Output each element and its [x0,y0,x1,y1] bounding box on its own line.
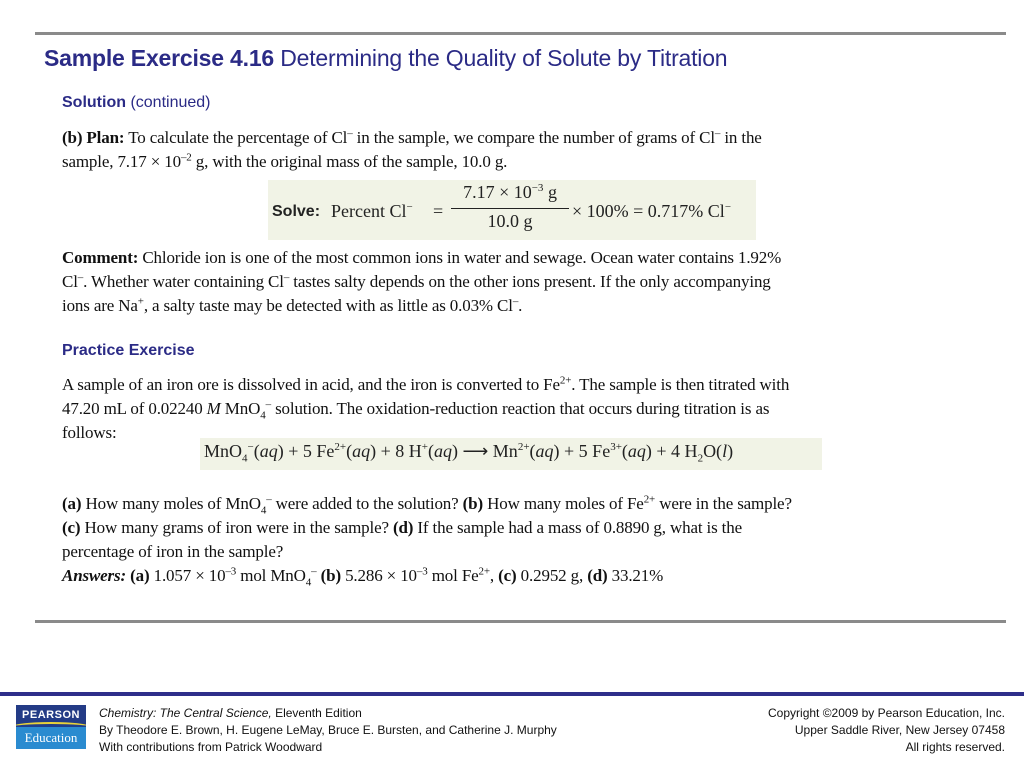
practice-heading [62,342,195,360]
label: (a) [62,494,82,513]
text: How many moles of MnO [85,494,261,513]
text: . The sample is then titrated with [571,375,790,394]
superscript: + [137,295,144,308]
aq: aq [627,441,646,461]
superscript: –3 [225,565,237,578]
comment-line-1 [62,246,942,270]
fraction [451,182,569,232]
superscript: 2+ [334,441,347,453]
superscript: – [347,127,353,140]
text: solution. The oxidation-reduction reaction that occurs during titration is as [275,399,770,418]
comment-line-3 [62,294,942,318]
text: percentage of iron in the sample? [62,542,284,561]
contributors: With contributions from Patrick Woodward [99,740,323,754]
title-exercise-number: Sample Exercise 4.16 [44,45,274,71]
subscript: 4 [260,504,267,517]
superscript: 2+ [559,374,572,387]
copyright: Copyright ©2009 by Pearson Education, Inc. [768,706,1005,720]
label: (b) [462,494,483,513]
text: How many grams of iron were in the sample? [84,518,389,537]
title-topic: Determining the Quality of Solute by Titration [280,45,728,71]
slide-title [44,45,727,72]
text: MnO [224,399,261,418]
solve-lhs [331,201,413,222]
practice-paragraph [62,373,942,445]
authors: By Theodore E. Brown, H. Eugene LeMay, Bruce E. Bursten, and Catherine J. Murphy [99,723,557,737]
plan-paragraph [62,126,942,174]
text: ) [727,441,734,461]
text: + 8 H [380,441,422,461]
top-divider [35,32,1006,35]
superscript: – [283,271,290,284]
subscript: 4 [260,409,266,422]
text: How many moles of Fe [487,494,644,513]
text: 33.21% [611,566,664,585]
answers-line [62,564,942,588]
superscript: – [77,271,84,284]
address: Upper Saddle River, New Jersey 07458 [794,723,1005,737]
aq: aq [352,441,371,461]
text: Cl [62,272,78,291]
text: Percent Cl [331,201,407,221]
solution-label: Solution [62,94,126,111]
superscript: 2+ [478,565,490,578]
text: × 100% = 0.717% Cl [572,201,725,221]
comment-label: Comment: [62,248,139,267]
text: . [518,296,523,315]
text: A sample of an iron ore is dissolved in acid, and the iron is converted to Fe [62,375,560,394]
plan-line-2 [62,150,942,174]
aq: aq [535,441,554,461]
bottom-divider [35,620,1006,623]
superscript: + [421,441,428,453]
label: (c) [498,566,517,585]
text: g [547,182,557,202]
copyright-block [768,705,1005,756]
text: ions are Na [62,296,138,315]
book-credits [99,705,557,756]
denominator: 10.0 g [487,211,533,231]
superscript: – [512,295,519,308]
text: , a salty taste may be detected with as little as 0.03% Cl [143,296,513,315]
superscript: − [406,201,413,213]
plan-line-1 [62,126,942,150]
text: mol Fe [431,566,479,585]
logo-bottom-text: Education [16,727,86,749]
superscript: – [266,493,272,506]
equals-sign: = [433,201,444,221]
reaction-equation-image [200,438,822,470]
practice-line-1 [62,373,942,397]
rights: All rights reserved. [905,740,1005,754]
text: To calculate the percentage of Cl [128,128,348,147]
superscript: 3+ [610,441,622,453]
comment-line-2 [62,270,942,294]
solution-suffix: (continued) [130,94,211,111]
text: in the [724,128,762,147]
superscript: –2 [180,151,192,164]
answers-label: Answers: [62,566,126,585]
text: If the sample had a mass of 0.8890 g, what is the [417,518,742,537]
book-title-line [99,705,557,722]
book-title: Chemistry: The Central Science, [99,706,272,720]
superscript: – [714,127,721,140]
practice-label: Practice Exercise [62,342,195,359]
label: (d) [392,518,414,537]
logo-top-text: PEARSON [16,705,86,725]
subscript: 2 [697,452,704,465]
text: g, with the original mass of the sample, 10.0 g. [195,152,508,171]
label: (b) [320,566,341,585]
label: (d) [587,566,608,585]
text: follows: [62,423,117,442]
solve-rhs [572,201,731,222]
solve-equation-image [268,180,756,240]
numerator [451,182,569,209]
text: were added to the solution? [275,494,459,513]
text: Chloride ion is one of the most common ions in water and sewage. Ocean water contains 1.92% [142,248,782,267]
edition: Eleventh Edition [275,706,362,720]
superscript: 2+ [517,441,530,453]
text: in the sample, we compare the number of grams of Cl [356,128,715,147]
text: O( [703,441,723,461]
superscript: –3 [416,565,428,578]
solve-label: Solve: [272,203,321,220]
subscript: 4 [242,452,248,465]
label: (a) [130,566,150,585]
superscript: – [265,398,271,411]
text: 7.17 × 10 [463,182,532,202]
text: 0.2952 g, [520,566,584,585]
text: 5.286 × 10 [345,566,417,585]
text: + 5 Fe [564,441,611,461]
superscript: 2+ [643,493,656,506]
liquid: l [722,441,728,461]
text: Mn [492,441,518,461]
comment-paragraph [62,246,942,318]
questions-line-1 [62,492,942,516]
text: 1.057 × 10 [153,566,226,585]
practice-line-2 [62,397,942,421]
text: mol MnO [240,566,306,585]
text: were in the sample? [659,494,792,513]
superscript: − [247,441,254,453]
text: . Whether water containing Cl [83,272,284,291]
questions-line-2 [62,516,942,540]
aq: aq [433,441,452,461]
text: + 5 Fe [288,441,335,461]
text: 47.20 mL of 0.02240 [62,399,203,418]
subscript: 4 [305,576,312,589]
superscript: – [311,565,317,578]
molarity-symbol: M [206,399,221,418]
superscript: − [724,201,732,213]
text: MnO [204,441,243,461]
aq: aq [259,441,278,461]
plan-label: (b) Plan: [62,128,125,147]
questions-paragraph [62,492,942,588]
questions-line-3 [62,540,942,564]
reaction-equation: MnO$_4$−(aq) + 5 $Fe^{2+}(aq) + 8$ H+(aq) ⟶ $Mn^{2+}(aq) + 5$ $Fe^{3+}(aq) + 4$ $H_2O(l)$ [204,441,734,465]
label: (c) [62,518,81,537]
text: , [489,566,495,585]
logo-arc [16,722,86,732]
superscript: −3 [531,182,544,194]
pearson-logo [16,705,86,749]
text: sample, 7.17 × 10 [62,152,181,171]
text: + 4 H [656,441,698,461]
solution-heading [62,94,210,112]
reaction-arrow-icon: ⟶ [462,441,489,461]
footer-bar [0,692,1024,696]
text: tastes salty depends on the other ions present. If the only accompanying [293,272,771,291]
